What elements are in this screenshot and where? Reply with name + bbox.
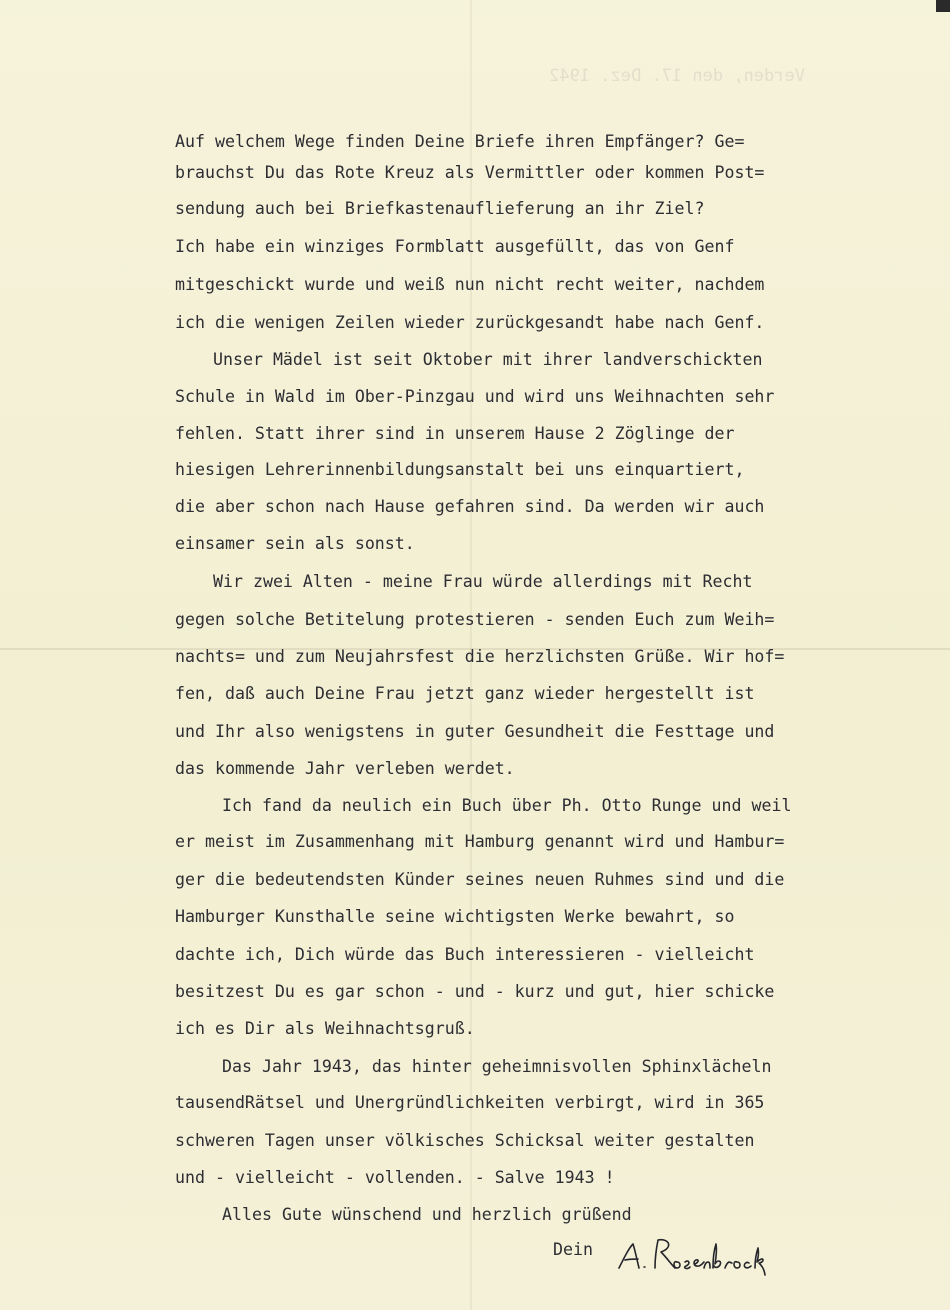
letter-line: brauchst Du das Rote Kreuz als Vermittler oder kommen Post=: [175, 163, 765, 182]
letter-line: fehlen. Statt ihrer sind in unserem Hause 2 Zöglinge der: [175, 424, 735, 443]
letter-line: Hamburger Kunsthalle seine wichtigsten Werke bewahrt, so: [175, 907, 735, 926]
letter-line: er meist im Zusammenhang mit Hamburg genannt wird und Hambur=: [175, 832, 785, 851]
letter-line: und - vielleicht - vollenden. - Salve 1943 !: [175, 1168, 615, 1187]
letter-line: einsamer sein als sonst.: [175, 534, 415, 553]
letter-line: das kommende Jahr verleben werdet.: [175, 759, 515, 778]
letter-line: Auf welchem Wege finden Deine Briefe ihren Empfänger? Ge=: [175, 132, 745, 151]
letter-line: die aber schon nach Hause gefahren sind. Da werden wir auch: [175, 497, 765, 516]
letter-line: schweren Tagen unser völkisches Schicksal weiter gestalten: [175, 1131, 755, 1150]
letter-line: ich es Dir als Weihnachtsgruß.: [175, 1019, 475, 1038]
letter-line: Alles Gute wünschend und herzlich grüßend: [222, 1205, 632, 1224]
letter-line: fen, daß auch Deine Frau jetzt ganz wieder hergestellt ist: [175, 684, 755, 703]
closing-word: Dein: [553, 1240, 593, 1259]
letter-line: Wir zwei Alten - meine Frau würde allerdings mit Recht: [213, 572, 753, 591]
letter-line: hiesigen Lehrerinnenbildungsanstalt bei uns einquartiert,: [175, 460, 745, 479]
letter-line: besitzest Du es gar schon - und - kurz und gut, hier schicke: [175, 982, 775, 1001]
letter-line: und Ihr also wenigstens in guter Gesundheit die Festtage und: [175, 722, 775, 741]
letter-line: dachte ich, Dich würde das Buch interessieren - vielleicht: [175, 945, 755, 964]
letter-line: nachts= und zum Neujahrsfest die herzlichsten Grüße. Wir hof=: [175, 647, 785, 666]
handwritten-signature: [615, 1232, 795, 1280]
letter-line: sendung auch bei Briefkastenauflieferung an ihr Ziel?: [175, 199, 705, 218]
faint-reverse-date: Verden, den 17. Dez. 1942: [549, 66, 805, 86]
letter-line: Unser Mädel ist seit Oktober mit ihrer landverschickten: [213, 350, 763, 369]
letter-line: ich die wenigen Zeilen wieder zurückgesandt habe nach Genf.: [175, 313, 765, 332]
letter-line: Schule in Wald im Ober-Pinzgau und wird uns Weihnachten sehr: [175, 387, 775, 406]
letter-line: Das Jahr 1943, das hinter geheimnisvollen Sphinxlächeln: [222, 1057, 772, 1076]
letter-line: ger die bedeutendsten Künder seines neuen Ruhmes sind und die: [175, 870, 785, 889]
letter-line: gegen solche Betitelung protestieren - senden Euch zum Weih=: [175, 610, 775, 629]
letter-line: mitgeschickt wurde und weiß nun nicht recht weiter, nachdem: [175, 275, 765, 294]
letter-line: tausendRätsel und Unergründlichkeiten verbirgt, wird in 365: [175, 1093, 765, 1112]
letter-line: Ich fand da neulich ein Buch über Ph. Otto Runge und weil: [222, 796, 792, 815]
letter-line: Ich habe ein winziges Formblatt ausgefüllt, das von Genf: [175, 237, 735, 256]
